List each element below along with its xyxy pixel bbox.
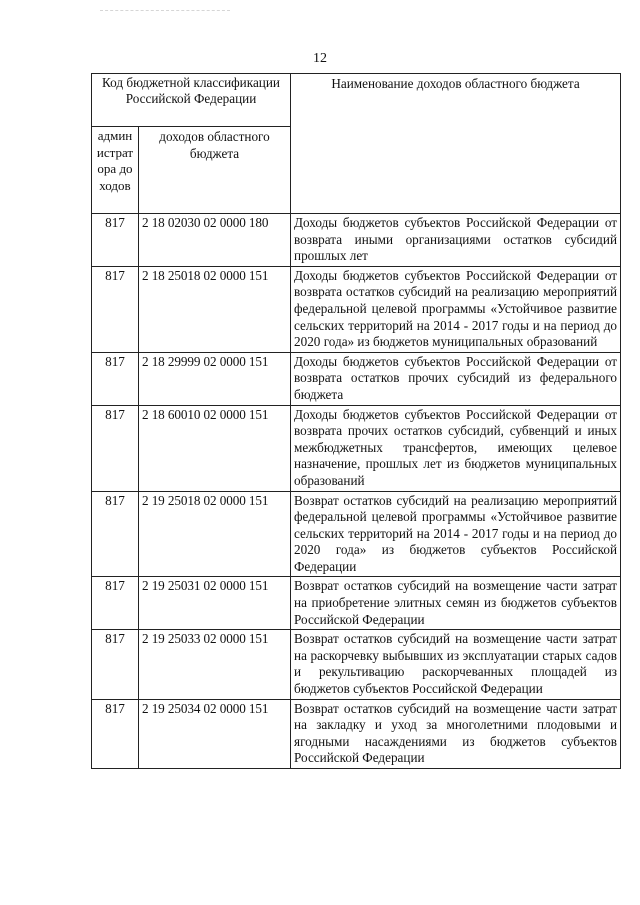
header-budget-code-group: Код бюджетной классификации Российской Федерации	[92, 74, 291, 127]
income-name-cell: Доходы бюджетов субъектов Российской Федерации от возврата иными организациями остатков субсидий прошлых лет	[291, 214, 621, 267]
table-body	[92, 214, 621, 769]
admin-code-cell: 817	[92, 405, 139, 491]
income-name-cell: Доходы бюджетов субъектов Российской Федерации от возврата остатков прочих субсидий из федерального бюджета	[291, 352, 621, 405]
admin-code-cell: 817	[92, 214, 139, 267]
income-code-cell: 2 18 25018 02 0000 151	[139, 266, 291, 352]
header-administrator-label: администратора доходов	[96, 128, 134, 193]
header-income-name: Наименование доходов областного бюджета	[291, 74, 621, 214]
table-row	[92, 266, 621, 352]
income-code-cell: 2 18 02030 02 0000 180	[139, 214, 291, 267]
admin-code-cell: 817	[92, 630, 139, 699]
table-header	[92, 74, 621, 214]
header-administrator	[92, 127, 139, 214]
page-number: 12	[313, 51, 327, 66]
income-name-cell: Возврат остатков субсидий на возмещение части затрат на закладку и уход за многолетними плодовыми и ягодными насаждениями из бюджетов субъектов Российской Федерации	[291, 699, 621, 768]
income-code-cell: 2 19 25034 02 0000 151	[139, 699, 291, 768]
income-code-cell: 2 18 60010 02 0000 151	[139, 405, 291, 491]
admin-code-cell: 817	[92, 352, 139, 405]
income-name-cell: Возврат остатков субсидий на возмещение части затрат на раскорчевку выбывших из эксплуатации старых садов и рекультивацию раскорчеванных площадей из бюджетов субъектов Российской Федерации	[291, 630, 621, 699]
header-row-top	[92, 74, 621, 127]
income-name-cell: Возврат остатков субсидий на возмещение части затрат на приобретение элитных семян из бюджетов субъектов Российской Федерации	[291, 577, 621, 630]
table-row	[92, 352, 621, 405]
income-code-cell: 2 19 25018 02 0000 151	[139, 491, 291, 577]
income-name-cell: Доходы бюджетов субъектов Российской Федерации от возврата остатков субсидий на реализацию мероприятий федеральной целевой программы «Устойчивое развитие сельских территорий на 2014 - 2017 годы и на период до 2020 года» из бюджетов муниципальных образований	[291, 266, 621, 352]
table-row	[92, 491, 621, 577]
admin-code-cell: 817	[92, 491, 139, 577]
table-row	[92, 214, 621, 267]
budget-classification-table	[91, 73, 621, 769]
admin-code-cell: 817	[92, 266, 139, 352]
income-name-cell: Возврат остатков субсидий на реализацию мероприятий федеральной целевой программы «Устойчивое развитие сельских территорий на 2014 - 2017 годы и на период до 2020 года» из бюджетов субъектов Российской Федерации	[291, 491, 621, 577]
table-row	[92, 630, 621, 699]
income-code-cell: 2 18 29999 02 0000 151	[139, 352, 291, 405]
income-name-cell: Доходы бюджетов субъектов Российской Федерации от возврата прочих остатков субсидий, субвенций и иных межбюджетных трансфертов, имеющих целевое назначение, прошлых лет из бюджетов муниципальных образований	[291, 405, 621, 491]
table-row	[92, 405, 621, 491]
table-row	[92, 577, 621, 630]
scan-artifact	[100, 10, 230, 15]
table-row	[92, 699, 621, 768]
income-code-cell: 2 19 25033 02 0000 151	[139, 630, 291, 699]
header-income-code: доходов областного бюджета	[139, 127, 291, 214]
admin-code-cell: 817	[92, 577, 139, 630]
income-code-cell: 2 19 25031 02 0000 151	[139, 577, 291, 630]
admin-code-cell: 817	[92, 699, 139, 768]
